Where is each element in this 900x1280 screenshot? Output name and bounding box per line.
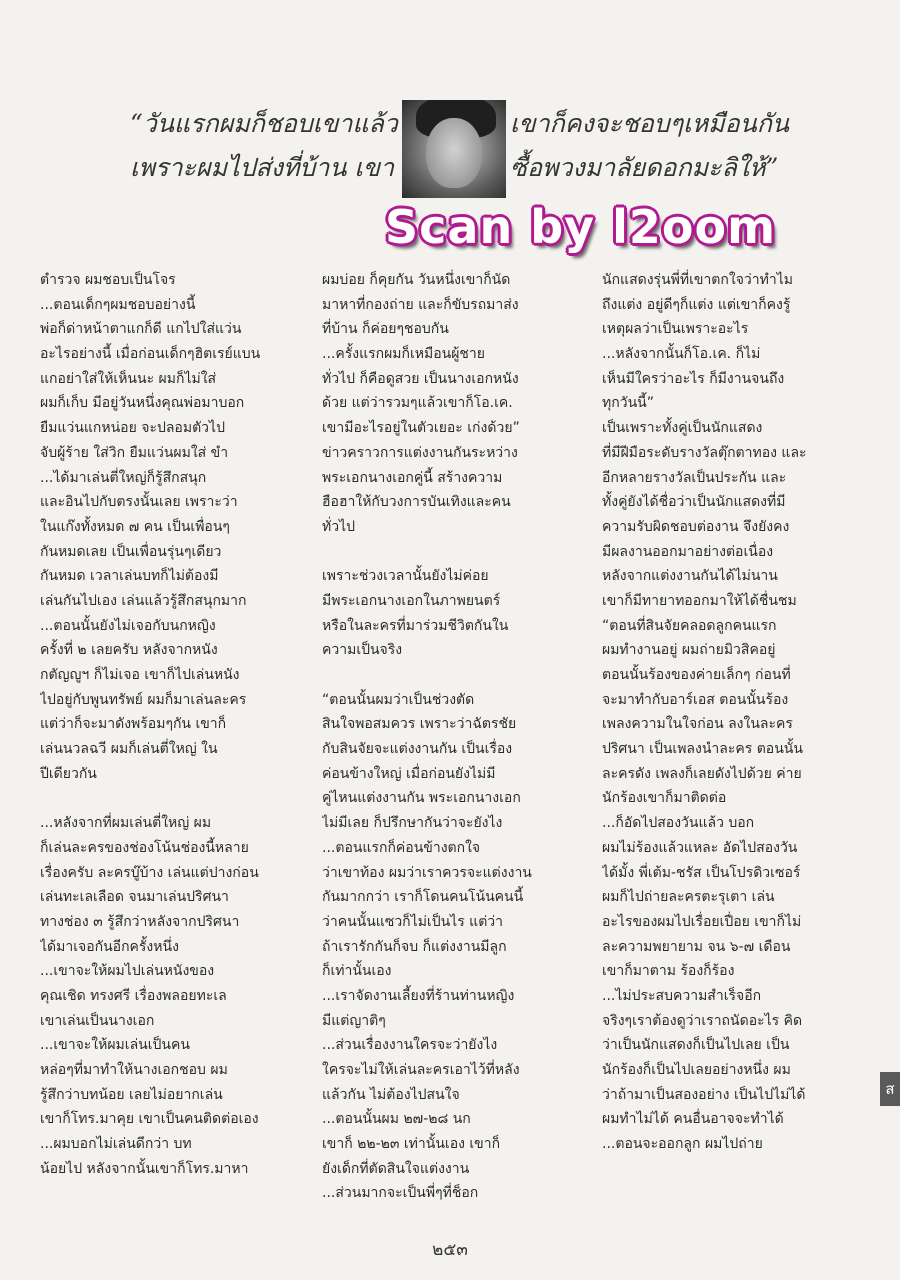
text-line: ...เขาจะให้ผมเล่นเป็นคน: [40, 1037, 190, 1054]
text-line: จะมาทำกับอาร์เอส ตอนนั้นร้อง: [602, 691, 789, 708]
text-line: ว่าเขาท้อง ผมว่าเราควรจะแต่งงาน: [322, 864, 532, 881]
text-line: พระเอกนางเอกคู่นี้ สร้างความ: [322, 469, 503, 486]
quote-line: เพราะผมไปส่งที่บ้าน เขา: [130, 153, 395, 182]
text-line: คู่ไหนแต่งงานกัน พระเอกนางเอก: [322, 790, 521, 807]
text-line: ปีเดียวกัน: [40, 765, 97, 782]
text-line: ก็เท่านั้นเอง: [322, 963, 392, 980]
text-line: หล่อๆที่มาทำให้นางเอกชอบ ผม: [40, 1062, 228, 1078]
text-line: ไปอยู่กับพูนทรัพย์ ผมก็มาเล่นละคร: [40, 691, 247, 708]
text-line: ด้วย แต่ว่ารวมๆแล้วเขาก็โอ.เค.: [322, 395, 513, 412]
text-line: ว่าคนนั้นแซวก็ไม่เป็นไร แต่ว่า: [322, 913, 504, 930]
text-line: รู้สึกว่าบทน้อย เลยไม่อยากเล่น: [40, 1086, 223, 1103]
text-line: ค่อนข้างใหญ่ เมื่อก่อนยังไม่มี: [322, 765, 496, 782]
text-line: ที่มีฝีมือระดับรางวัลตุ๊กตาทอง และ: [602, 444, 807, 461]
text-line: ผมก็เก็บ มีอยู่วันหนึ่งคุณพ่อมาบอก: [40, 395, 245, 412]
text-line: ผมทำงานอยู่ ผมถ่ายมิวสิคอยู่: [602, 642, 776, 659]
text-line: [322, 663, 570, 688]
text-line: มีแต่ญาติๆ: [322, 1012, 386, 1029]
text-line: หรือในละครที่มาร่วมชีวิตกันใน: [322, 617, 509, 634]
text-line: กตัญญูฯ ก็ไม่เจอ เขาก็ไปเล่นหนัง: [40, 667, 240, 683]
text-line: ...หลังจากที่ผมเล่นตี่ใหญ่ ผม: [40, 815, 212, 832]
text-line: ไม่มีเลย ก็ปรึกษากันว่าจะยังไง: [322, 815, 503, 832]
text-line: คุณเชิด ทรงศรี เรื่องพลอยทะเล: [40, 987, 227, 1004]
text-column-2: [322, 268, 570, 1206]
text-line: ผมก็ไปถ่ายละครตะรุเตา เล่น: [602, 889, 775, 906]
text-line: ...ตอนนั้นผม ๒๗-๒๘ นก: [322, 1111, 471, 1128]
text-line: กันมากกว่า เราก็โดนคนโน้นคนนี้: [322, 889, 524, 906]
text-line: ...ได้มาเล่นตี่ใหญ่ก็รู้สึกสนุก: [40, 469, 207, 486]
text-line: ...เขาจะให้ผมไปเล่นหนังของ: [40, 963, 215, 980]
text-line: กันหมด เวลาเล่นบทก็ไม่ต้องมี: [40, 568, 219, 585]
text-column-1: [40, 268, 288, 1181]
text-line: จริงๆเราต้องดูว่าเราถนัดอะไร คิด: [602, 1012, 803, 1029]
text-line: ใครจะไม่ให้เล่นละครเอาไว้ที่หลัง: [322, 1062, 520, 1078]
text-line: ละครดัง เพลงก็เลยดังไปด้วย ค่าย: [602, 765, 802, 782]
text-line: ...ผมบอกไม่เล่นดีกว่า บท: [40, 1136, 192, 1153]
text-line: เขาก็มีทายาทออกมาให้ได้ชื่นชม: [602, 592, 797, 609]
text-line: เหตุผลว่าเป็นเพราะอะไร: [602, 321, 749, 338]
portrait-face: [426, 118, 482, 188]
text-line: เล่นนวลฉวี ผมก็เล่นตี่ใหญ่ ใน: [40, 741, 218, 758]
text-line: นักร้องก็เป็นไปเลยอย่างหนึ่ง ผม: [602, 1062, 791, 1078]
text-line: อีกหลายรางวัลเป็นประกัน และ: [602, 469, 787, 486]
text-line: “ตอนที่สินจัยคลอดลูกคนแรก: [602, 617, 777, 634]
text-line: เพลงความในใจก่อน ลงในละคร: [602, 716, 793, 733]
text-line: อะไรของผมไปเรื่อยเปื่อย เขาก็ไม่: [602, 913, 802, 930]
text-line: [40, 786, 288, 811]
text-line: ...ตอนจะออกลูก ผมไปถ่าย: [602, 1136, 763, 1153]
text-line: และอินไปกับตรงนั้นเลย เพราะว่า: [40, 494, 238, 511]
text-line: ฮือฮาให้กับวงการบันเทิงและคน: [322, 494, 511, 511]
text-line: เล่นกันไปเอง เล่นแล้วรู้สึกสนุกมาก: [40, 592, 247, 609]
text-line: ...หลังจากนั้นก็โอ.เค. ก็ไม่: [602, 346, 761, 363]
text-line: เขาก็โทร.มาคุย เขาเป็นคนติดต่อเอง: [40, 1111, 259, 1128]
text-line: ความเป็นจริง: [322, 642, 403, 659]
text-line: หลังจากแต่งงานกันได้ไม่นาน: [602, 568, 778, 585]
text-line: ว่าถ้ามาเป็นสองอย่าง เป็นไปไม่ได้: [602, 1086, 806, 1103]
text-line: เพราะช่วงเวลานั้นยังไม่ค่อย: [322, 568, 489, 585]
text-line: ...ส่วนเรื่องงานใครจะว่ายังไง: [322, 1037, 498, 1054]
text-line: ปริศนา เป็นเพลงนำละคร ตอนนั้น: [602, 741, 803, 758]
text-line: เขามีอะไรอยู่ในตัวเยอะ เก่งด้วย”: [322, 420, 520, 437]
text-line: พ่อก็ด่าหน้าตาแกก็ดี แกไปใส่แว่น: [40, 321, 242, 338]
quote-line: ซื้อพวงมาลัยดอกมะลิให้”: [510, 153, 779, 182]
text-line: สินใจพอสมควร เพราะว่าฉัตรชัย: [322, 716, 517, 733]
text-line: ...ก็อัดไปสองวันแล้ว บอก: [602, 815, 755, 832]
text-line: ทั้งคู่ยังได้ชื่อว่าเป็นนักแสดงที่มี: [602, 494, 786, 511]
text-line: ได้มั้ง พี่เต้ม-ชรัส เป็นโปรดิวเซอร์: [602, 864, 801, 881]
text-line: ...ตอนเด็กๆผมชอบอย่างนี้: [40, 296, 196, 313]
text-line: ได้มาเจอกันอีกครั้งหนึ่ง: [40, 938, 179, 955]
text-line: ทั่วไป ก็คือดูสวย เป็นนางเอกหนัง: [322, 370, 519, 387]
text-line: ข่าวคราวการแต่งงานกันระหว่าง: [322, 444, 518, 461]
text-line: ผมไม่ร้องแล้วแหละ อัดไปสองวัน: [602, 839, 798, 856]
text-line: อะไรอย่างนี้ เมื่อก่อนเด็กๆฮิตเรย์แบน: [40, 346, 261, 363]
text-line: ยืมแว่นแกหน่อย จะปลอมตัวไป: [40, 420, 225, 437]
text-line: กันหมดเลย เป็นเพื่อนรุ่นๆเดียว: [40, 543, 222, 560]
text-line: ยังเด็กที่ตัดสินใจแต่งงาน: [322, 1160, 470, 1177]
text-line: ถึงแต่ง อยู่ดีๆก็แต่ง แต่เขาก็คงรู้: [602, 296, 791, 313]
text-line: ครั้งที่ ๒ เลยครับ หลังจากหนัง: [40, 642, 218, 659]
text-line: ...ครั้งแรกผมก็เหมือนผู้ชาย: [322, 346, 485, 363]
text-line: ผมทำไม่ได้ คนอื่นอาจจะทำได้: [602, 1111, 784, 1128]
text-line: มาหาที่กองถ่าย และก็ขับรถมาส่ง: [322, 296, 519, 313]
text-line: มีผลงานออกมาอย่างต่อเนื่อง: [602, 543, 774, 560]
text-line: เขาเล่นเป็นนางเอก: [40, 1012, 155, 1029]
text-line: เห็นมีใครว่าอะไร ก็มีงานจนถึง: [602, 370, 785, 387]
text-line: ทั่วไป: [322, 518, 356, 535]
text-line: น้อยไป หลังจากนั้นเขาก็โทร.มาหา: [40, 1160, 249, 1177]
pull-quote-left: [130, 102, 398, 190]
text-line: “ตอนนั้นผมว่าเป็นช่วงตัด: [322, 691, 475, 708]
text-line: ...ตอนนั้นยังไม่เจอกับนกหญิง: [40, 617, 216, 634]
text-line: ...ตอนแรกก็ค่อนข้างตกใจ: [322, 839, 481, 856]
scan-watermark: Scan by l2oom: [385, 200, 777, 254]
text-line: แกอย่าใส่ให้เห็นนะ ผมก็ไม่ใส่: [40, 370, 217, 387]
text-line: ตำรวจ ผมชอบเป็นโจร: [40, 272, 176, 288]
pull-quote-right: [510, 102, 789, 190]
text-line: ผมบ่อย ก็คุยกัน วันหนึ่งเขาก็นัด: [322, 272, 511, 288]
text-line: เขาก็มาตาม ร้องก็ร้อง: [602, 963, 735, 980]
text-line: ก็เล่นละครของช่องโน้นช่องนี้หลาย: [40, 839, 249, 856]
portrait-photo: [402, 100, 506, 198]
text-line: จับผู้ร้าย ใส่วิก ยืมแว่นผมใส่ ขำ: [40, 444, 229, 461]
text-line: ทุกวันนี้”: [602, 395, 654, 412]
text-line: เป็นเพราะทั้งคู่เป็นนักแสดง: [602, 420, 763, 437]
text-line: นักแสดงรุ่นพี่ที่เขาตกใจว่าทำไม: [602, 272, 793, 288]
page-number: ๒๕๓: [432, 1240, 468, 1260]
text-line: ...ส่วนมากจะเป็นพี่ๆที่ช็อก: [322, 1185, 479, 1202]
text-line: ทางช่อง ๓ รู้สึกว่าหลังจากปริศนา: [40, 913, 240, 930]
text-line: ในแก๊งทั้งหมด ๗ คน เป็นเพื่อนๆ: [40, 518, 230, 535]
text-line: ความรับผิดชอบต่องาน จึงยังคง: [602, 518, 790, 535]
text-line: เรื่องครับ ละครบู๊บ้าง เล่นแต่ปางก่อน: [40, 864, 259, 881]
text-line: เขาก็ ๒๒-๒๓ เท่านั้นเอง เขาก็: [322, 1136, 501, 1153]
text-line: ถ้าเรารักกันก็จบ ก็แต่งงานมีลูก: [322, 938, 507, 955]
text-line: ...ไม่ประสบความสำเร็จอีก: [602, 987, 762, 1004]
quote-line: เขาก็คงจะชอบๆเหมือนกัน: [510, 109, 789, 138]
quote-line: “วันแรกผมก็ชอบเขาแล้ว: [130, 109, 398, 138]
text-line: ...เราจัดงานเลี้ยงที่ร้านท่านหญิง: [322, 987, 515, 1004]
text-column-3: [602, 268, 850, 1157]
text-line: ว่าเป็นนักแสดงก็เป็นไปเลย เป็น: [602, 1037, 790, 1054]
text-line: [322, 540, 570, 565]
text-line: ละความพยายาม จน ๖-๗ เดือน: [602, 938, 791, 955]
section-tab: ส: [880, 1072, 900, 1106]
text-line: แล้วกัน ไม่ต้องไปสนใจ: [322, 1086, 460, 1103]
text-line: ตอนนั้นร้องของค่ายเล็กๆ ก่อนที่: [602, 667, 791, 683]
text-line: แต่ว่าก็จะมาดังพร้อมๆกัน เขาก็: [40, 716, 227, 733]
text-line: เล่นทะเลเลือด จนมาเล่นปริศนา: [40, 889, 229, 906]
text-line: มีพระเอกนางเอกในภาพยนตร์: [322, 592, 501, 609]
text-line: ที่บ้าน ก็ค่อยๆชอบกัน: [322, 321, 449, 338]
text-line: นักร้องเขาก็มาติดต่อ: [602, 790, 727, 807]
text-line: กับสินจัยจะแต่งงานกัน เป็นเรื่อง: [322, 741, 513, 758]
